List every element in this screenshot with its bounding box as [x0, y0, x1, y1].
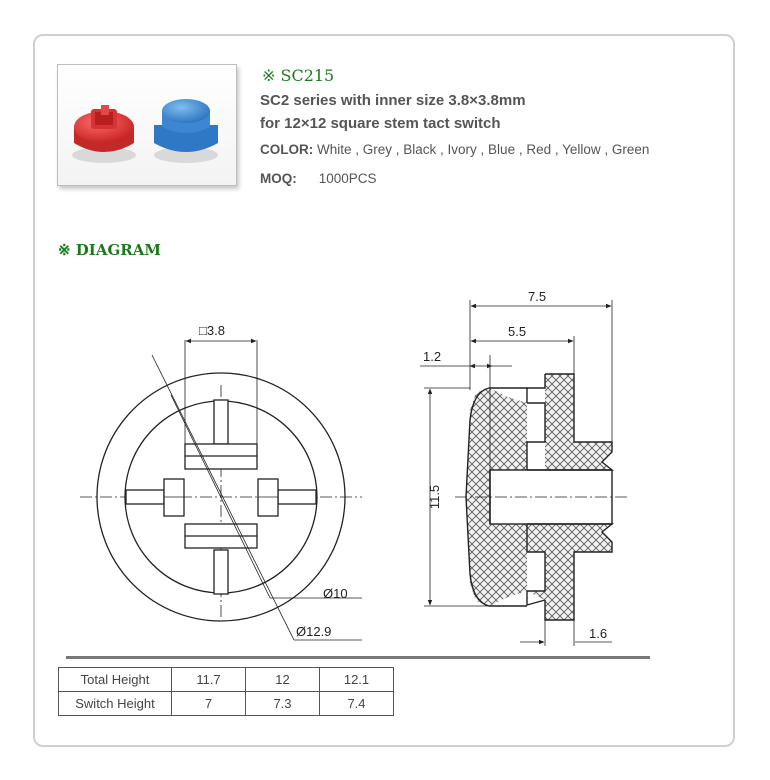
product-subtitle-line1: SC2 series with inner size 3.8×3.8mm	[260, 92, 526, 109]
table-cell: 7	[172, 692, 246, 716]
table-row-label: Total Height	[59, 668, 172, 692]
moq-label: MOQ:	[260, 171, 297, 186]
table-cell: 7.3	[246, 692, 320, 716]
rim-label: 1.2	[423, 349, 442, 364]
height-table	[58, 667, 394, 716]
diagram-title: ※ DIAGRAM	[58, 241, 161, 259]
table-row	[59, 692, 394, 716]
table-cell: 12	[246, 668, 320, 692]
divider-rule	[66, 656, 650, 659]
base-label: 1.6	[589, 626, 608, 641]
table-cell: 12.1	[320, 668, 394, 692]
table-cell: 7.4	[320, 692, 394, 716]
color-values: White , Grey , Black , Ivory , Blue , Red , Yellow , Green	[317, 142, 650, 157]
color-label: COLOR:	[260, 142, 314, 157]
front-view	[80, 340, 362, 640]
height-label: 11.5	[427, 484, 442, 510]
table-row	[59, 668, 394, 692]
total-width-label: 7.5	[528, 289, 547, 304]
inner-width-label: 5.5	[508, 324, 527, 339]
table-cell: 11.7	[172, 668, 246, 692]
moq-value: 1000PCS	[318, 171, 377, 186]
outer-diameter-label: Ø12.9	[296, 624, 332, 639]
product-subtitle-line2: for 12×12 square stem tact switch	[260, 115, 501, 132]
square-size-label: □3.8	[199, 323, 225, 338]
product-title: ※ SC215	[262, 66, 335, 85]
inner-diameter-label: Ø10	[323, 586, 348, 601]
side-view	[420, 300, 630, 646]
table-row-label: Switch Height	[59, 692, 172, 716]
